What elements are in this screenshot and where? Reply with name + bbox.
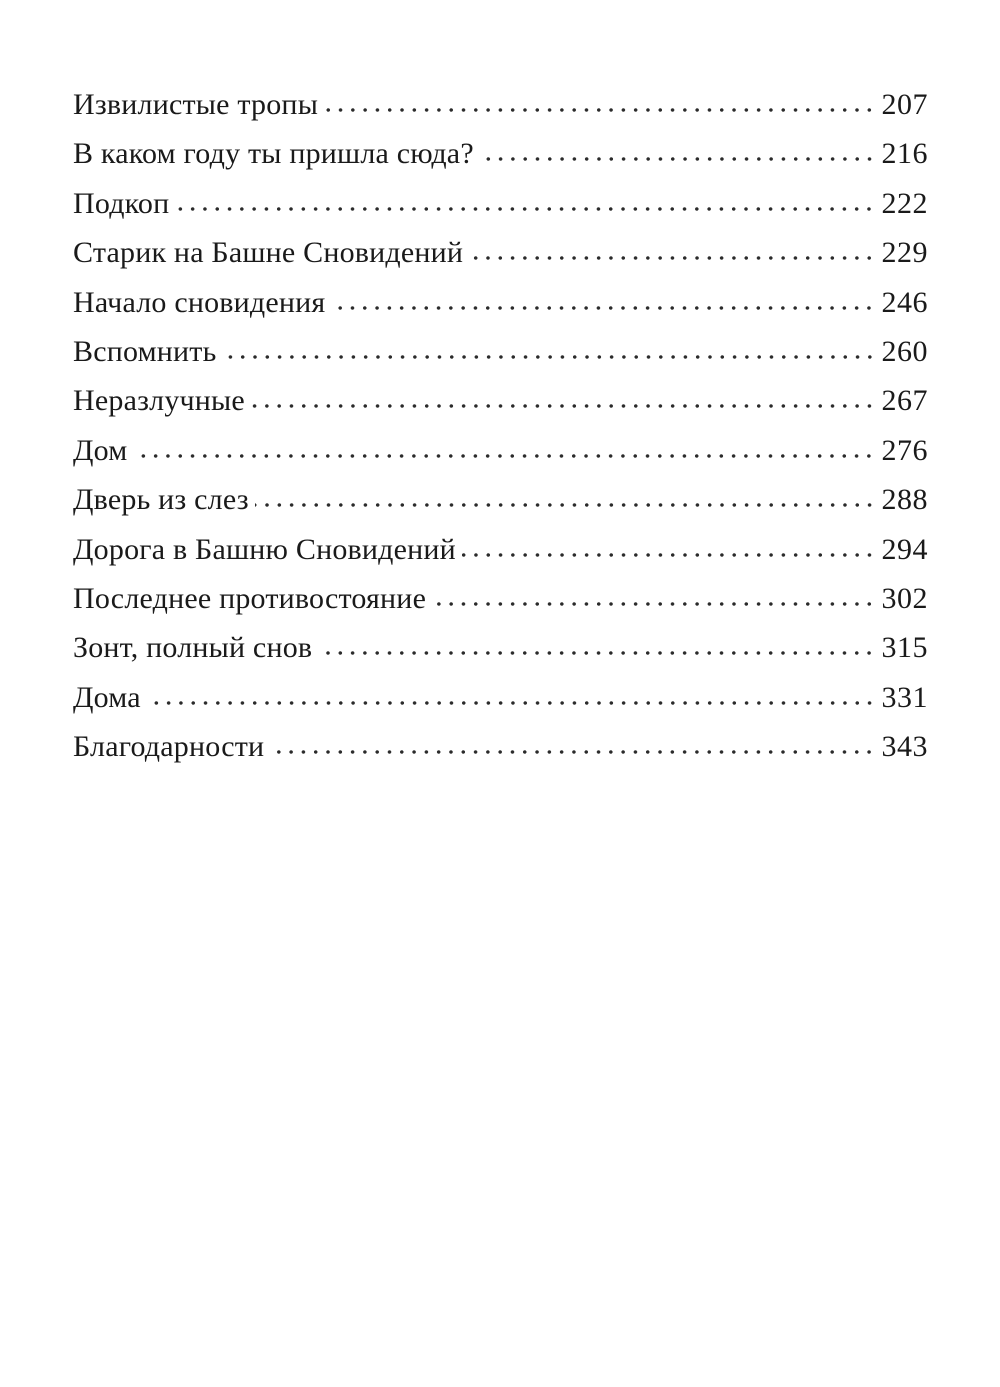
table-of-contents [73,80,928,771]
toc-entry[interactable] [73,376,928,425]
toc-entry[interactable] [73,129,928,178]
toc-entry-title: Начало сновидения [73,285,326,319]
toc-entry-title: Подкоп [73,186,170,220]
dot-leader [331,306,875,310]
dot-leader [147,701,876,705]
toc-entry-page: 267 [881,384,928,418]
toc-entry-title: Вспомнить [73,334,217,368]
dot-leader [255,503,876,507]
toc-entry-page: 343 [881,730,928,764]
toc-entry-page: 222 [881,186,928,220]
toc-entry-page: 315 [881,631,928,665]
toc-entry-page: 260 [881,334,928,368]
toc-entry[interactable] [73,327,928,376]
toc-entry[interactable] [73,179,928,228]
dot-leader [133,454,875,458]
toc-entry-title: Дома [73,680,141,714]
dot-leader [480,157,876,161]
toc-entry-title: Дом [73,433,128,467]
dot-leader [223,355,876,359]
toc-entry-title: Дорога в Башню Сновидений [73,532,456,566]
toc-entry-title: Неразлучные [73,384,245,418]
dot-leader [432,602,875,606]
toc-entry[interactable] [73,673,928,722]
dot-leader [270,750,875,754]
toc-entry-title: Старик на Башне Сновидений [73,236,464,270]
dot-leader [462,553,876,557]
toc-entry-page: 246 [881,285,928,319]
toc-entry[interactable] [73,80,928,129]
toc-entry[interactable] [73,426,928,475]
toc-entry-title: Последнее противостояние [73,581,427,615]
toc-entry[interactable] [73,475,928,524]
toc-entry-title: Зонт, полный снов [73,631,313,665]
toc-entry[interactable] [73,623,928,672]
toc-entry[interactable] [73,722,928,771]
toc-entry-page: 207 [881,88,928,121]
toc-entry[interactable] [73,525,928,574]
dot-leader [251,404,876,408]
toc-entry-title: В каком году ты пришла сюда? [73,137,474,171]
toc-entry-title: Дверь из слез [73,483,249,517]
toc-entry-page: 331 [881,680,928,714]
toc-entry[interactable] [73,228,928,277]
toc-entry-title: Извилистые тропы [73,88,319,121]
toc-entry-title: Благодарности [73,730,265,764]
toc-entry[interactable] [73,574,928,623]
toc-entry[interactable] [73,278,928,327]
dot-leader [175,207,875,211]
toc-entry-page: 216 [881,137,928,171]
toc-entry-page: 229 [881,236,928,270]
toc-entry-page: 302 [881,581,928,615]
dot-leader [318,651,875,655]
dot-leader [324,108,875,112]
toc-entry-page: 276 [881,433,928,467]
dot-leader [469,256,875,260]
toc-entry-page: 288 [881,483,928,517]
toc-entry-page: 294 [881,532,928,566]
